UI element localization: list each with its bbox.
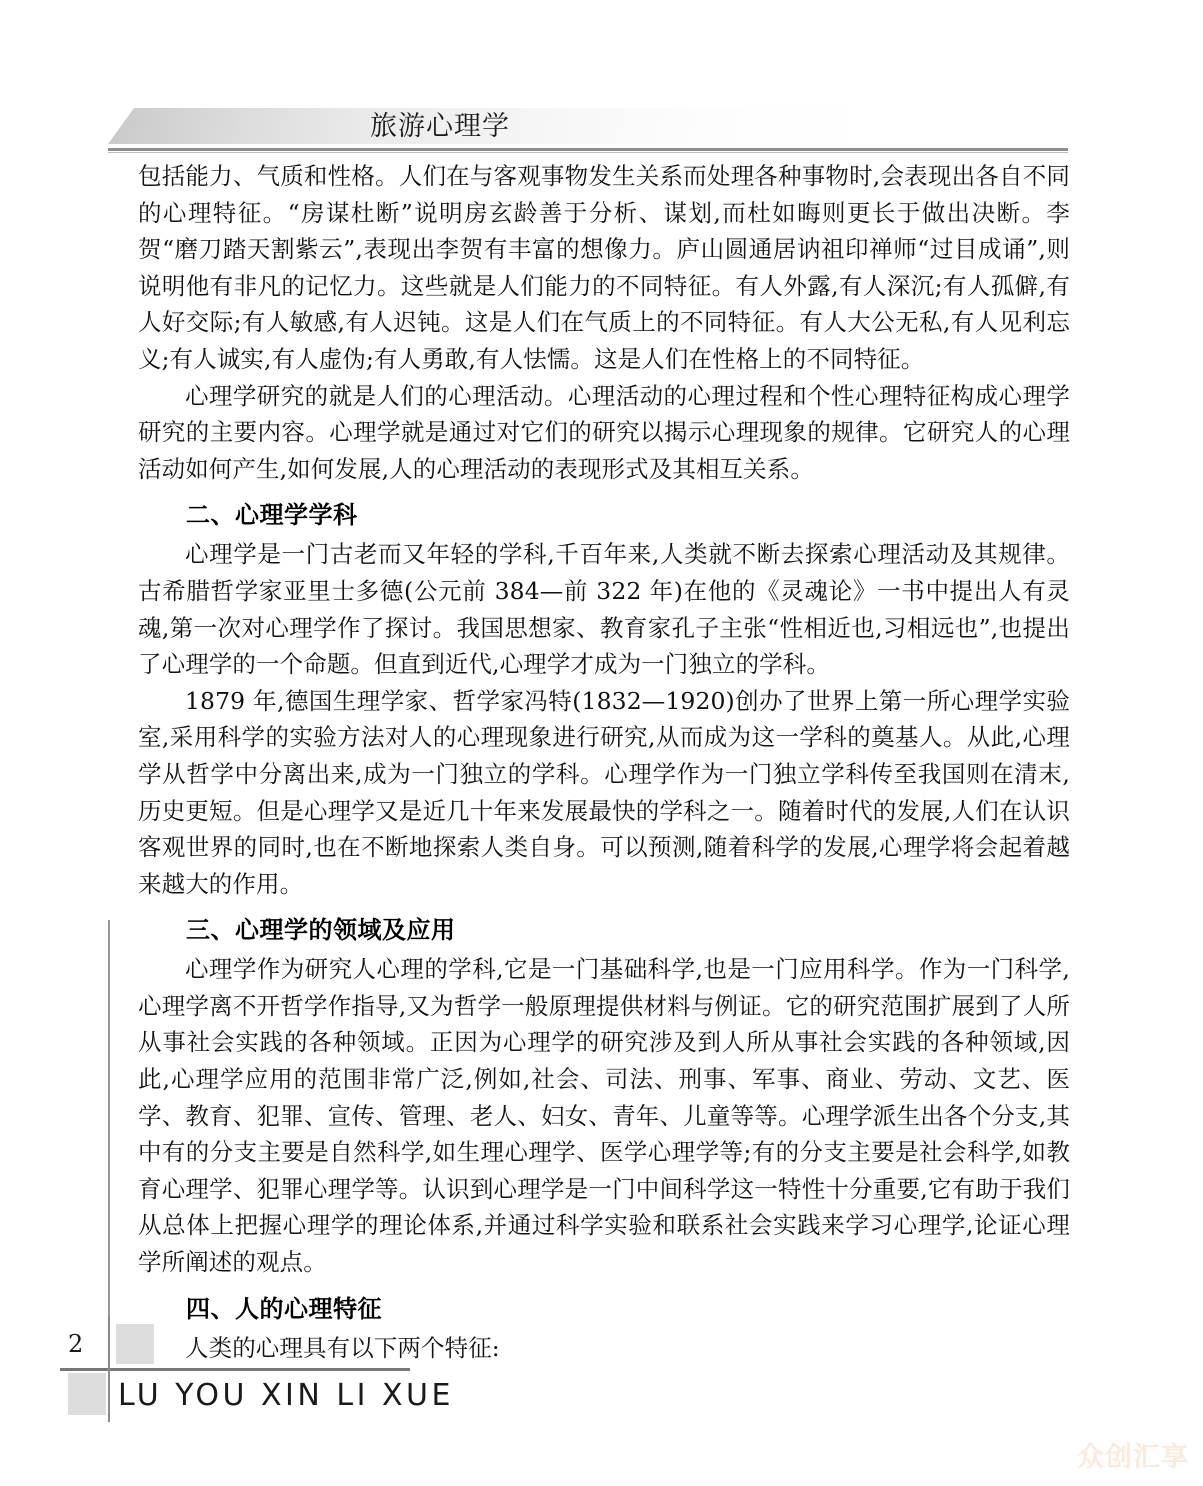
- paragraph-3: 心理学是一门古老而又年轻的学科,千百年来,人类就不断去探索心理活动及其规律。古希腊哲学家亚里士多德(公元前 384—前 322 年)在他的《灵魂论》一书中提出人有灵魂,第一次对心理学作了探讨。我国思想家、教育家孔子主张“性相近也,习相远也”,也提出了心理学的一个命题。但直到近代,心理学才成为一门独立的学科。: [138, 540, 1070, 679]
- header-gradient-band: [108, 108, 1066, 144]
- section-heading-4: 四、人的心理特征: [186, 1294, 382, 1323]
- footer-rule: [60, 1368, 410, 1371]
- page-footer: [60, 1330, 480, 1440]
- watermark-text: 众创汇享: [1077, 1442, 1189, 1473]
- page-content: [138, 158, 1070, 1366]
- header-rule-thick: [108, 148, 1068, 151]
- section-heading-3: 三、心理学的领域及应用: [186, 916, 456, 945]
- paragraph-4: 1879 年,德国生理学家、哲学家冯特(1832—1920)创办了世界上第一所心理学实验室,采用科学的实验方法对人的心理现象进行研究,从而成为这一学科的奠基人。从此,心理学从哲学中分离出来,成为一门独立的学科。心理学作为一门独立学科传至我国则在清末,历史更短。但是心理学又是近几十年来发展最快的学科之一。随着时代的发展,人们在认识客观世界的同时,也在不断地探索人类自身。可以预测,随着科学的发展,心理学将会起着越来越大的作用。: [138, 686, 1070, 898]
- running-title: 旅游心理学: [370, 111, 510, 142]
- paragraph-5: 心理学作为研究人心理的学科,它是一门基础科学,也是一门应用科学。作为一门科学,心理学离不开哲学作指导,又为哲学一般原理提供材料与例证。它的研究范围扩展到了人所从事社会实践的各种领域。正因为心理学的研究涉及到人所从事社会实践的各种领域,因此,心理学应用的范围非常广泛,例如,社会、司法、刑事、军事、商业、劳动、文艺、医学、教育、犯罪、宣传、管理、老人、妇女、青年、儿童等等。心理学派生出各个分支,其中有的分支主要是自然科学,如生理心理学、医学心理学等;有的分支主要是社会科学,如教育心理学、犯罪心理学等。认识到心理学是一门中间科学这一特性十分重要,它有助于我们从总体上把握心理学的理论体系,并通过科学实验和联系社会实践来学习心理学,论证心理学所阐述的观点。: [138, 955, 1070, 1277]
- footer-vertical-rule: [108, 1316, 110, 1422]
- paragraph-6: 人类的心理具有以下两个特征:: [185, 1333, 500, 1362]
- section-heading-2: 二、心理学学科: [186, 501, 358, 530]
- page-header: [108, 104, 1068, 156]
- page-number: 2: [68, 1330, 84, 1358]
- decorative-square-top: [116, 1324, 154, 1364]
- paragraph-2: 心理学研究的就是人们的心理活动。心理活动的心理过程和个性心理特征构成心理学研究的主要内容。心理学就是通过对它们的研究以揭示心理现象的规律。它研究人的心理活动如何产生,如何发展,人的心理活动的表现形式及其相互关系。: [138, 381, 1070, 483]
- decorative-square-bottom: [68, 1373, 106, 1415]
- left-margin-rule: [108, 920, 110, 1374]
- paragraph-1: 包括能力、气质和性格。人们在与客观事物发生关系而处理各种事物时,会表现出各自不同的心理特征。“房谋杜断”说明房玄龄善于分析、谋划,而杜如晦则更长于做出决断。李贺“磨刀踏天割紫云”,表现出李贺有丰富的想像力。庐山圆通居讷祖印禅师“过目成诵”,则说明他有非凡的记忆力。这些就是人们能力的不同特征。有人外露,有人深沉;有人孤僻,有人好交际;有人敏感,有人迟钝。这是人们在气质上的不同特征。有人大公无私,有人见利忘义;有人诚实,有人虚伪;有人勇敢,有人怯懦。这是人们在性格上的不同特征。: [138, 162, 1070, 373]
- header-rule-thin: [108, 152, 1068, 153]
- footer-pinyin-title: LU YOU XIN LI XUE: [118, 1378, 454, 1413]
